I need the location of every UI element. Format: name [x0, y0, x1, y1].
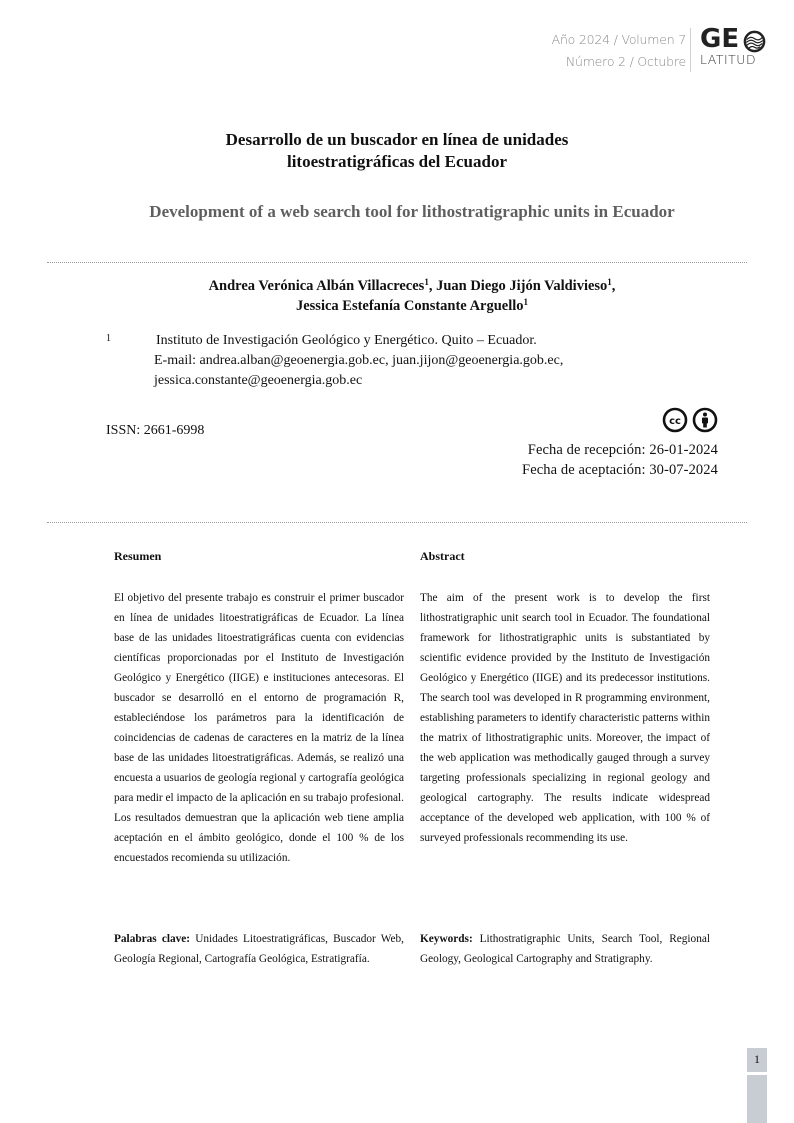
keywords-label: Palabras clave:	[114, 933, 191, 945]
author-name: Jessica Estefanía Constante Arguello	[295, 298, 524, 314]
author-affiliation-mark: 1	[523, 297, 529, 307]
paper-title-spanish	[0, 129, 794, 173]
abstract-heading: Abstract	[420, 549, 465, 563]
abstract-body: The aim of the present work is to develop the first lithostratigraphic unit search tool in Ecuador. The foundational framework for lithostratigraphic units is substantiated by scientific evidence provided by the Instituto de Investigación Geológico y Energético (IIGE) and its predecessor institutions. The search tool was developed in R programming environment, establishing parameters to identify characteristic patterns within the matrix of lithostratigraphic units. Moreover, the impact of the web application was methodically gauged through a survey targeting professionals specializing in regional geology and geological cartography. The results indicate widespread acceptance of the developed web application, with 100 % of surveyed professionals recommending its use.	[420, 592, 710, 844]
dotted-divider-top	[47, 262, 747, 263]
keywords-label: Keywords:	[420, 933, 473, 945]
affiliation-institution: Instituto de Investigación Geológico y Energético. Quito – Ecuador.	[156, 333, 537, 348]
resumen-body: El objetivo del presente trabajo es construir el primer buscador en línea de unidades litoestratigráficas de Ecuador. La línea base de las unidades litoestratigráficas cuenta con evidencias científicas proporcionadas por el Instituto de Investigación Geológico y Energético (IIGE) e instituciones antecesoras. El buscador se desarrolló en el entorno de programación R, estableciéndose los parámetros para la identificación de coincidencias de cadenas de caracteres en la matriz de la línea base de las unidades litoestratigráficas. Además, se realizó una encuesta a usuarios de geología regional y cartografía geológica para medir el impacto de la aplicación en su trabajo profesional. Los resultados demuestran que la aplicación web tiene amplia aceptación en el ámbito geológico, donde el 100 % de los encuestados recomienda su utilización.	[114, 592, 404, 864]
header-divider	[690, 28, 691, 72]
affiliation-number: 1	[106, 333, 111, 344]
author-affiliation-mark: 1	[607, 277, 612, 287]
author-separator: ,	[611, 278, 616, 294]
issue-number-month: Número 2 / Octubre	[565, 54, 686, 69]
title-line-1: Desarrollo de un buscador en línea de unidades	[225, 130, 569, 149]
author-separator: ,	[428, 278, 437, 294]
globe-waves-icon	[743, 30, 766, 53]
affiliation-emails: E-mail: andrea.alban@geoenergia.gob.ec, juan.jijon@geoenergia.gob.ec,	[154, 353, 564, 368]
submission-dates	[522, 440, 718, 480]
issue-year-volume: Año 2024 / Volumen 7	[551, 32, 686, 47]
issn: ISSN: 2661-6998	[106, 423, 205, 438]
resumen-keywords	[114, 929, 404, 969]
abstract-keywords	[420, 929, 710, 969]
affiliation-emails-cont: jessica.constante@geoenergia.gob.ec	[154, 373, 363, 388]
date-accepted: Fecha de aceptación: 30-07-2024	[522, 462, 718, 478]
author-affiliation-mark: 1	[424, 277, 429, 287]
page-edge-tab	[747, 1075, 767, 1123]
author-list	[0, 276, 794, 316]
keywords-text: Unidades Litoestratigráficas, Buscador Web, Geología Regional, Cartografía Geológica, Estratigrafía.	[114, 933, 404, 965]
author-name: Andrea Verónica Albán Villacreces	[208, 278, 425, 294]
license-icons	[662, 407, 718, 433]
resumen-heading: Resumen	[114, 549, 162, 563]
dotted-divider-bottom	[47, 522, 747, 523]
geolatitud-logo	[700, 24, 770, 69]
creative-commons-icon	[662, 407, 688, 433]
page-number: 1	[747, 1048, 767, 1072]
attribution-icon	[692, 407, 718, 433]
svg-text:cc: cc	[669, 416, 681, 427]
affiliation-block	[154, 331, 563, 391]
logo-text-geo: GE	[700, 24, 740, 54]
date-received: Fecha de recepción: 26-01-2024	[527, 442, 718, 458]
paper-title-english: Development of a web search tool for lithostratigraphic units in Ecuador	[149, 202, 675, 221]
author-name: Juan Diego Jijón Valdivieso	[436, 278, 608, 294]
issue-info	[552, 29, 686, 73]
keywords-text: Lithostratigraphic Units, Search Tool, Regional Geology, Geological Cartography and Stratigraphy.	[420, 933, 710, 965]
title-line-2: litoestratigráficas del Ecuador	[286, 152, 507, 171]
logo-text-latitud: LATITUD	[700, 52, 757, 67]
